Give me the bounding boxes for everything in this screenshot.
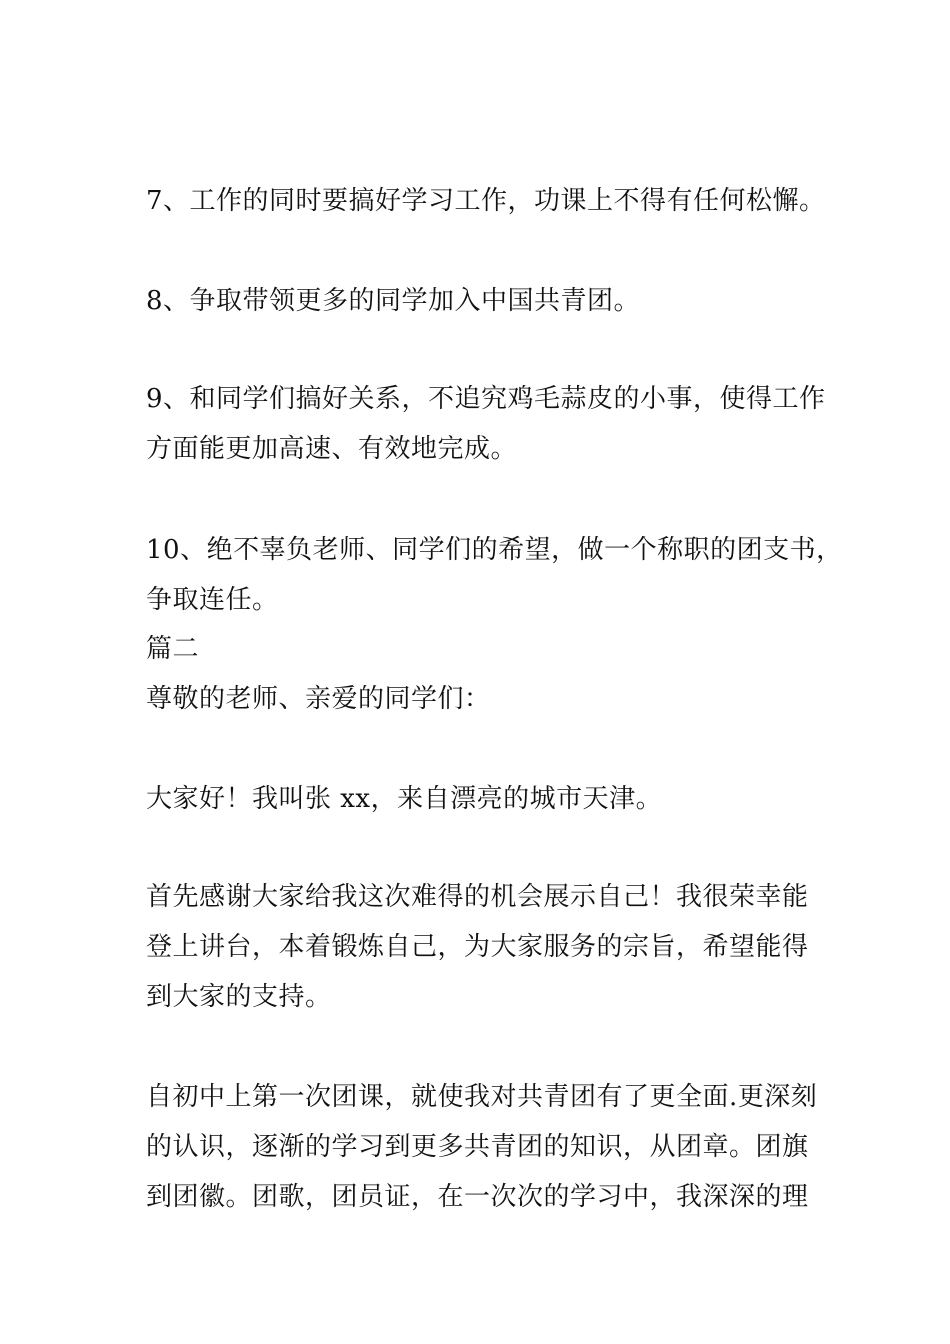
item-10-line-2: 争取连任。 bbox=[146, 585, 279, 615]
item-9-line-1: 9、和同学们搞好关系，不追究鸡毛蒜皮的小事，使得工作 bbox=[146, 384, 826, 414]
item-7-line-1: 7、工作的同时要搞好学习工作，功课上不得有任何松懈。 bbox=[146, 186, 826, 216]
intro-line-1: 大家好！我叫张 xx，来自漂亮的城市天津。 bbox=[146, 784, 663, 814]
item-9-line-2: 方面能更加高速、有效地完成。 bbox=[146, 434, 518, 464]
item-10-line-1: 10、绝不辜负老师、同学们的希望，做一个称职的团支书， bbox=[146, 535, 843, 565]
para-history-line-2: 的认识，逐渐的学习到更多共青团的知识，从团章。团旗 bbox=[146, 1132, 809, 1162]
section-heading: 篇二 bbox=[146, 634, 200, 664]
para-thanks-line-2: 登上讲台，本着锻炼自己，为大家服务的宗旨，希望能得 bbox=[146, 932, 809, 962]
para-thanks-line-3: 到大家的支持。 bbox=[146, 982, 332, 1012]
para-history-line-1: 自初中上第一次团课，就使我对共青团有了更全面.更深刻 bbox=[146, 1082, 818, 1112]
para-history-line-3: 到团徽。团歌，团员证，在一次次的学习中，我深深的理 bbox=[146, 1182, 809, 1212]
item-8-line-1: 8、争取带领更多的同学加入中国共青团。 bbox=[146, 286, 641, 316]
para-thanks-line-1: 首先感谢大家给我这次难得的机会展示自己！我很荣幸能 bbox=[146, 882, 809, 912]
greeting: 尊敬的老师、亲爱的同学们： bbox=[146, 684, 491, 714]
